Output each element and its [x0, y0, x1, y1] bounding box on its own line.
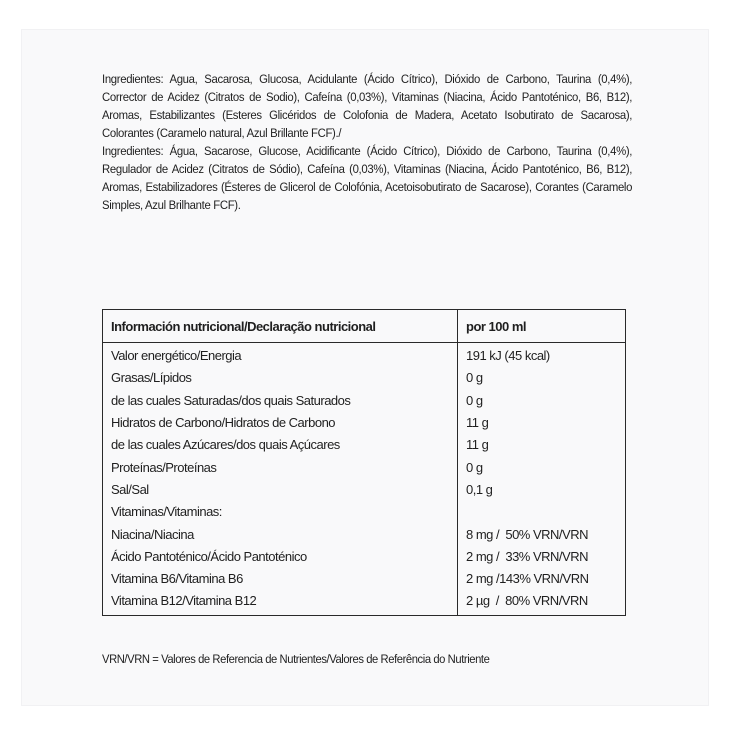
row-value: 2 mg /143% VRN/VRN — [466, 571, 589, 587]
table-row — [103, 434, 626, 456]
row-value: 191 kJ (45 kcal) — [466, 348, 550, 364]
table-row — [103, 568, 626, 590]
row-value: 0 g — [466, 392, 483, 408]
table-row — [103, 456, 626, 478]
nutrition-table-header — [103, 310, 626, 343]
vrn-footnote: VRN/VRN = Valores de Referencia de Nutrientes/Valores de Referência do Nutriente — [102, 652, 490, 666]
ingredients-block — [102, 70, 632, 214]
row-value — [458, 501, 626, 523]
table-row — [103, 343, 626, 368]
table-row — [103, 367, 626, 389]
header-nutrient: Información nutricional/Declaração nutricional — [103, 310, 458, 343]
row-value: 2 mg / 33% VRN/VRN — [466, 548, 588, 564]
row-value: 2 µg / 80% VRN/VRN — [466, 593, 588, 609]
table-row — [103, 523, 626, 545]
row-nutrient: Vitamina B12/Vitamina B12 — [103, 590, 458, 615]
table-row — [103, 546, 626, 568]
row-nutrient: Grasas/Lípidos — [103, 367, 458, 389]
table-row — [103, 390, 626, 412]
row-value: 0 g — [466, 370, 483, 386]
row-value: 0 g — [466, 459, 483, 475]
ingredients-portuguese: Ingredientes: Água, Sacarose, Glucose, Acidificante (Ácido Cítrico), Dióxido de Carbono, Taurina (0,4%), Regulador de Acidez (Citratos de Sódio), Cafeína (0,03%), Vitaminas (Niacina, Ácido Pantoténico, B6, B12), Aromas, Estabilizadores (Ésteres de Glicerol de Colofónia, Acetoisobutirato de Sacarose), Corantes (Caramelo Simples, Azul Brilhante FCF). — [102, 144, 633, 212]
row-nutrient: Vitaminas/Vitaminas: — [103, 501, 458, 523]
header-per-100ml: por 100 ml — [458, 310, 626, 343]
row-nutrient: Ácido Pantoténico/Ácido Pantoténico — [103, 546, 458, 568]
row-nutrient: Sal/Sal — [103, 479, 458, 501]
table-row — [103, 479, 626, 501]
row-nutrient: de las cuales Azúcares/dos quais Açúcares — [103, 434, 458, 456]
row-nutrient: de las cuales Saturadas/dos quais Saturados — [103, 390, 458, 412]
row-nutrient: Valor energético/Energia — [103, 343, 458, 368]
row-value: 11 g — [466, 437, 489, 453]
row-value: 0,1 g — [466, 481, 493, 497]
row-nutrient: Niacina/Niacina — [103, 523, 458, 545]
row-nutrient: Vitamina B6/Vitamina B6 — [103, 568, 458, 590]
table-row — [103, 501, 626, 523]
table-row — [103, 590, 626, 615]
row-value: 11 g — [466, 415, 489, 431]
ingredients-spanish: Ingredientes: Agua, Sacarosa, Glucosa, Acidulante (Ácido Cítrico), Dióxido de Carbono, Taurina (0,4%), Corrector de Acidez (Citratos de Sodio), Cafeína (0,03%), Vitaminas (Niacina, Ácido Pantoténico, B6, B12), Aromas, Estabilizantes (Esteres Glicéridos de Colofonia de Madera, Acetato Isobutirato de Sacarosa), Colorantes (Caramelo natural, Azul Brillante FCF)./ — [102, 72, 633, 140]
row-nutrient: Hidratos de Carbono/Hidratos de Carbono — [103, 412, 458, 434]
row-nutrient: Proteínas/Proteínas — [103, 456, 458, 478]
nutrition-table — [102, 309, 626, 616]
table-row — [103, 412, 626, 434]
row-value: 8 mg / 50% VRN/VRN — [466, 526, 588, 542]
